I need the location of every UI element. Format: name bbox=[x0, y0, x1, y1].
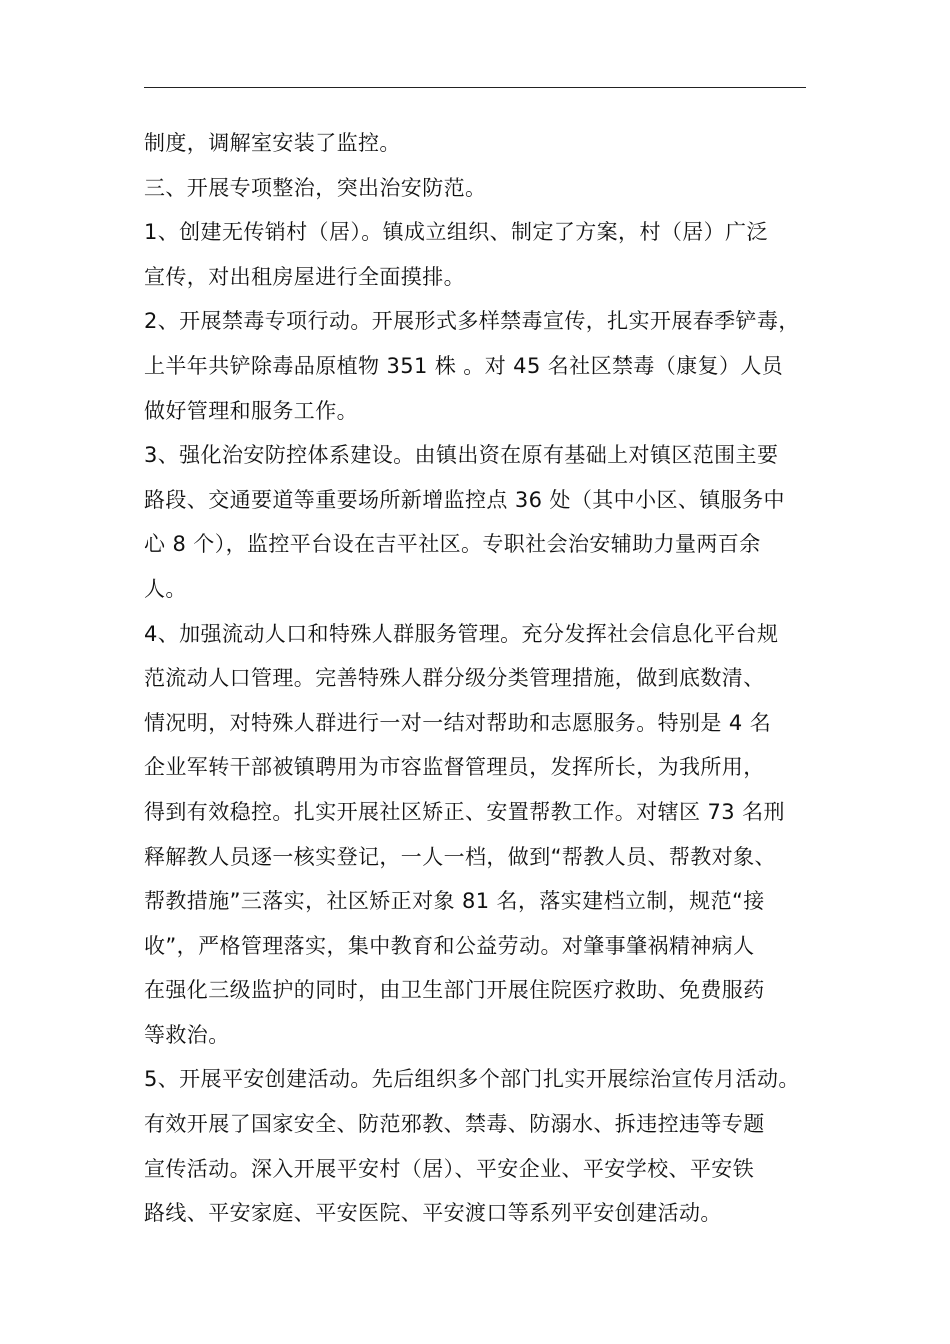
text-line: 宣传活动。深入开展平安村（居）、平安企业、平安学校、平安铁 bbox=[144, 1156, 755, 1181]
text-line: 人。 bbox=[144, 576, 187, 601]
document-body bbox=[144, 121, 824, 1236]
text-line: 收”，严格管理落实，集中教育和公益劳动。对肇事肇祸精神病人 bbox=[144, 933, 755, 958]
header-rule bbox=[144, 87, 806, 88]
text-line: 范流动人口管理。完善特殊人群分级分类管理措施，做到底数清、 bbox=[144, 666, 765, 691]
text-line: 有效开展了国家安全、防范邪教、禁毒、防溺水、拆违控违等专题 bbox=[144, 1112, 765, 1137]
text-line: 释解教人员逐一核实登记，一人一档，做到“帮教人员、帮教对象、 bbox=[144, 844, 776, 869]
text-line: 1、创建无传销村（居）。镇成立组织、制定了方案，村（居）广泛 bbox=[144, 220, 768, 245]
text-line: 2、开展禁毒专项行动。开展形式多样禁毒宣传，扎实开展春季铲毒， bbox=[144, 309, 800, 334]
text-line: 4、加强流动人口和特殊人群服务管理。充分发挥社会信息化平台规 bbox=[144, 621, 779, 646]
text-line: 心 8 个），监控平台设在吉平社区。专职社会治安辅助力量两百余 bbox=[144, 532, 761, 557]
text-line: 宣传，对出租房屋进行全面摸排。 bbox=[144, 264, 465, 289]
text-line: 做好管理和服务工作。 bbox=[144, 398, 358, 423]
text-line: 5、开展平安创建活动。先后组织多个部门扎实开展综治宣传月活动。 bbox=[144, 1067, 800, 1092]
text-line: 3、强化治安防控体系建设。由镇出资在原有基础上对镇区范围主要 bbox=[144, 443, 779, 468]
section-heading: 三、开展专项整治，突出治安防范。 bbox=[144, 175, 487, 200]
text-line: 等救治。 bbox=[144, 1022, 230, 1047]
text-line: 在强化三级监护的同时，由卫生部门开展住院医疗救助、免费服药 bbox=[144, 978, 765, 1003]
text-line: 得到有效稳控。扎实开展社区矫正、安置帮教工作。对辖区 73 名刑 bbox=[144, 799, 785, 824]
text-line: 情况明，对特殊人群进行一对一结对帮助和志愿服务。特别是 4 名 bbox=[144, 710, 772, 735]
text-line: 路段、交通要道等重要场所新增监控点 36 处（其中小区、镇服务中 bbox=[144, 487, 785, 512]
text-line: 路线、平安家庭、平安医院、平安渡口等系列平安创建活动。 bbox=[144, 1201, 722, 1226]
text-line: 企业军转干部被镇聘用为市容监督管理员，发挥所长，为我所用， bbox=[144, 755, 765, 780]
text-line: 制度，调解室安装了监控。 bbox=[144, 131, 401, 155]
text-line: 上半年共铲除毒品原植物 351 株 。对 45 名社区禁毒（康复）人员 bbox=[144, 353, 784, 378]
text-line: 帮教措施”三落实，社区矫正对象 81 名，落实建档立制，规范“接 bbox=[144, 889, 765, 914]
